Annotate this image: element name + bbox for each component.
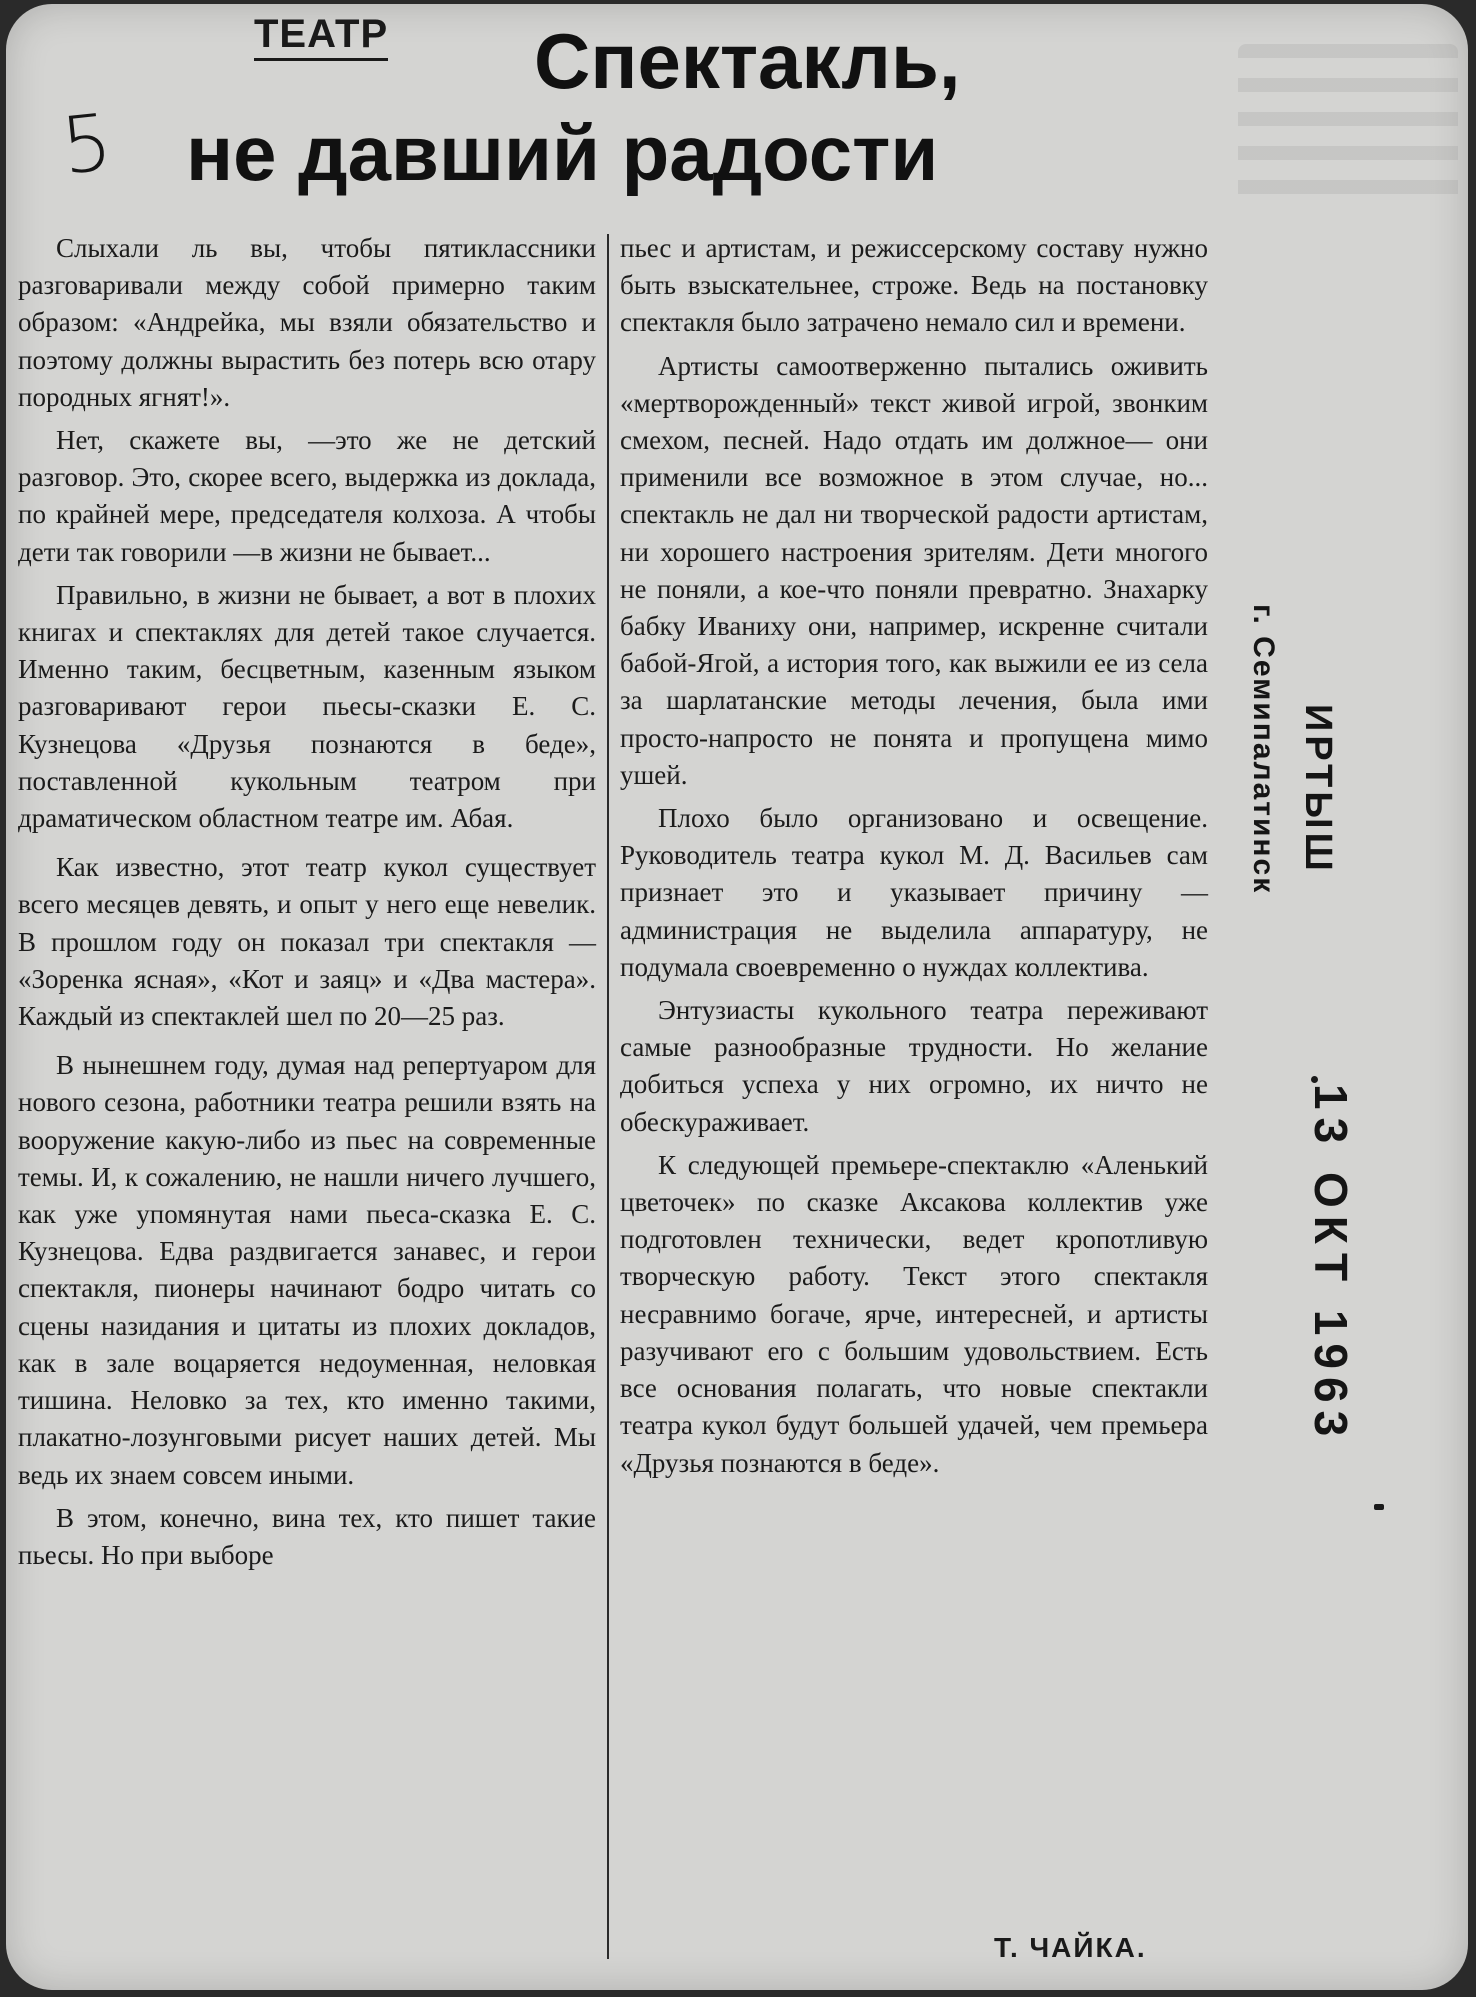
stamp-newspaper-name: ИРТЫШ <box>1297 704 1339 875</box>
paragraph: В нынешнем году, думая над репертуаром для нового сезона, работники театра решили взять на вооружение какую-либо из пьес на современные темы. И, к сожалению, не нашли ничего лучшего, как уже упомянутая нами пьеса-сказка Е. С. Кузнецова. Едва раздвигается занавес, и герои спектакля, пионеры начинают бодро читать со сцены назидания и цитаты из плохих докладов, как в зале воцаряется недоуменная, неловкая тишина. Неловко за тех, кто именно такими, плакатно-лозунговыми рисует наших детей. Мы ведь их знаем совсем иными. <box>18 1050 596 1490</box>
paragraph: пьес и артистам, и режиссерскому составу нужно быть взыскательнее, строже. Ведь на постановку спектакля было затрачено немало сил и времени. <box>620 233 1208 338</box>
ink-mark <box>1311 1076 1318 1083</box>
paragraph: Энтузиасты кукольного театра переживают самые разнообразные трудности. Но желание добиться успеха у них огромно, их ничто не обескураживает. <box>620 995 1208 1137</box>
stamp-date: 13 ОКТ 1963 <box>1305 1084 1357 1445</box>
newspaper-clipping <box>6 4 1468 1990</box>
handwritten-number: 5 <box>57 97 117 193</box>
section-rubric: ТЕАТР <box>254 12 388 61</box>
headline-line-1: Спектакль, <box>534 17 961 105</box>
column-divider <box>607 234 609 1959</box>
paragraph: Артисты самоотверженно пытались оживить «мертворожденный» текст живой игрой, звонким смехом, песней. Надо отдать им должное— они применили все возможное в этом случае, но... спектакль не дал ни творческой радости артистам, ни хорошего настроения зрителям. Дети многого не поняли, а кое-что поняли превратно. Знахарку бабку Иваниху они, например, искренне считали бабой-Ягой, а история того, как выжили ее из села за шарлатанские методы лечения, была ими просто-напросто не понята и пропущена мимо ушей. <box>620 350 1208 790</box>
ink-mark <box>1374 1504 1384 1510</box>
paragraph: К следующей премьере-спектаклю «Аленький цветочек» по сказке Аксакова коллектив уже подготовлен технически, ведет кропотливую творческую работу. Текст этого спектакля несравнимо богаче, ярче, интересней, и артисты разучивают его с большим удовольствием. Есть все основания полагать, что новые спектакли театра кукол будут большей удачей, чем премьера «Друзья познаются в беде». <box>620 1149 1208 1478</box>
paragraph: В этом, конечно, вина тех, кто пишет такие пьесы. Но при выборе <box>18 1502 596 1570</box>
headline-line-2: не давший радости <box>186 109 939 197</box>
paragraph: Плохо было организовано и освещение. Руководитель театра кукол М. Д. Васильев сам признает это и указывает причину —администрация не выделила аппаратуру, не подумала своевременно о нуждах коллектива. <box>620 803 1208 982</box>
paragraph: Нет, скажете вы, —это же не детский разговор. Это, скорее всего, выдержка из доклада, по крайней мере, председателя колхоза. А чтобы дети так говорили —в жизни не бывает... <box>18 425 596 567</box>
article-column-2 <box>620 230 1208 1488</box>
faint-bleedthrough-text <box>1238 44 1458 204</box>
paragraph: Правильно, в жизни не бывает, а вот в плохих книгах и спектаклях для детей такое случается. Именно таким, бесцветным, казенным языком разговаривают герои пьесы-сказки Е. С. Кузнецова «Друзья познаются в беде», поставленной кукольным театром при драматическом областном театре им. Абая. <box>18 579 596 834</box>
author-signature: Т. ЧАЙКА. <box>994 1932 1147 1963</box>
paragraph: Как известно, этот театр кукол существует всего месяцев девять, и опыт у него еще невелик. В прошлом году он показал три спектакля — «Зоренка ясная», «Кот и заяц» и «Два мастера». Каждый из спектаклей шел по 20—25 раз. <box>18 852 596 1032</box>
stamp-city: г. Семипалатинск <box>1247 604 1280 895</box>
article-column-1 <box>18 230 596 1580</box>
paragraph: Слыхали ль вы, чтобы пятиклассники разговаривали между собой примерно таким образом: «Андрейка, мы взяли обязательство и поэтому должны вырастить без потерь всю отару породных ягнят!». <box>18 233 596 412</box>
